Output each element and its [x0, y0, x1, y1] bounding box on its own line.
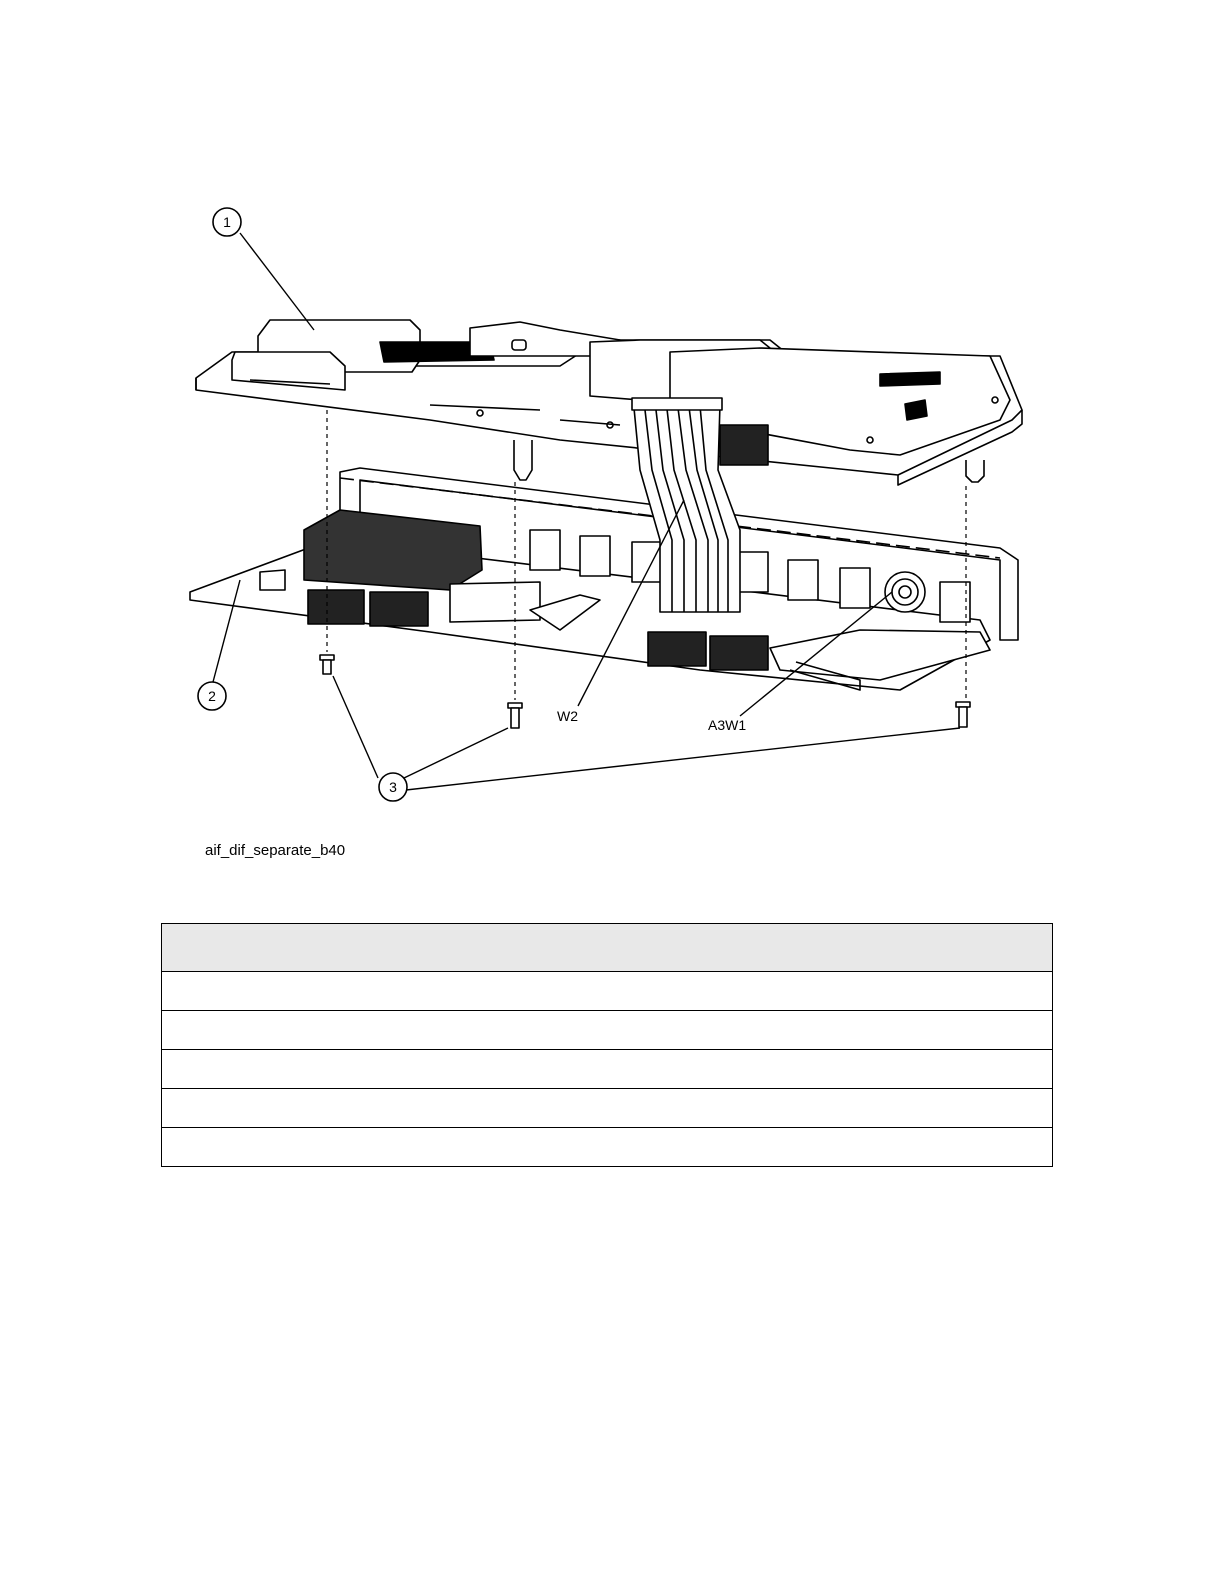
- table-cell: [162, 1089, 1053, 1128]
- callout-1-number: 1: [223, 214, 231, 230]
- figure-caption: aif_dif_separate_b40: [205, 842, 346, 859]
- table-cell: [162, 1011, 1053, 1050]
- callout-2-number: 2: [208, 688, 216, 704]
- table-row: [162, 1011, 1053, 1050]
- callout-3-number: 3: [389, 779, 397, 795]
- label-a3w1: A3W1: [708, 717, 747, 733]
- table-header-cell: [162, 924, 1053, 972]
- table-cell: [162, 1050, 1053, 1089]
- screw-center: [508, 703, 522, 728]
- label-w2: W2: [557, 708, 578, 724]
- table-cell: [162, 972, 1053, 1011]
- table-header-row: [162, 924, 1053, 972]
- table-row: [162, 1128, 1053, 1167]
- screw-right: [956, 702, 970, 727]
- table-cell: [162, 1128, 1053, 1167]
- screw-left: [320, 655, 334, 674]
- table-row: [162, 1050, 1053, 1089]
- parts-table: [161, 923, 1053, 1167]
- table-row: [162, 972, 1053, 1011]
- table-row: [162, 1089, 1053, 1128]
- upper-assembly: [196, 320, 1022, 485]
